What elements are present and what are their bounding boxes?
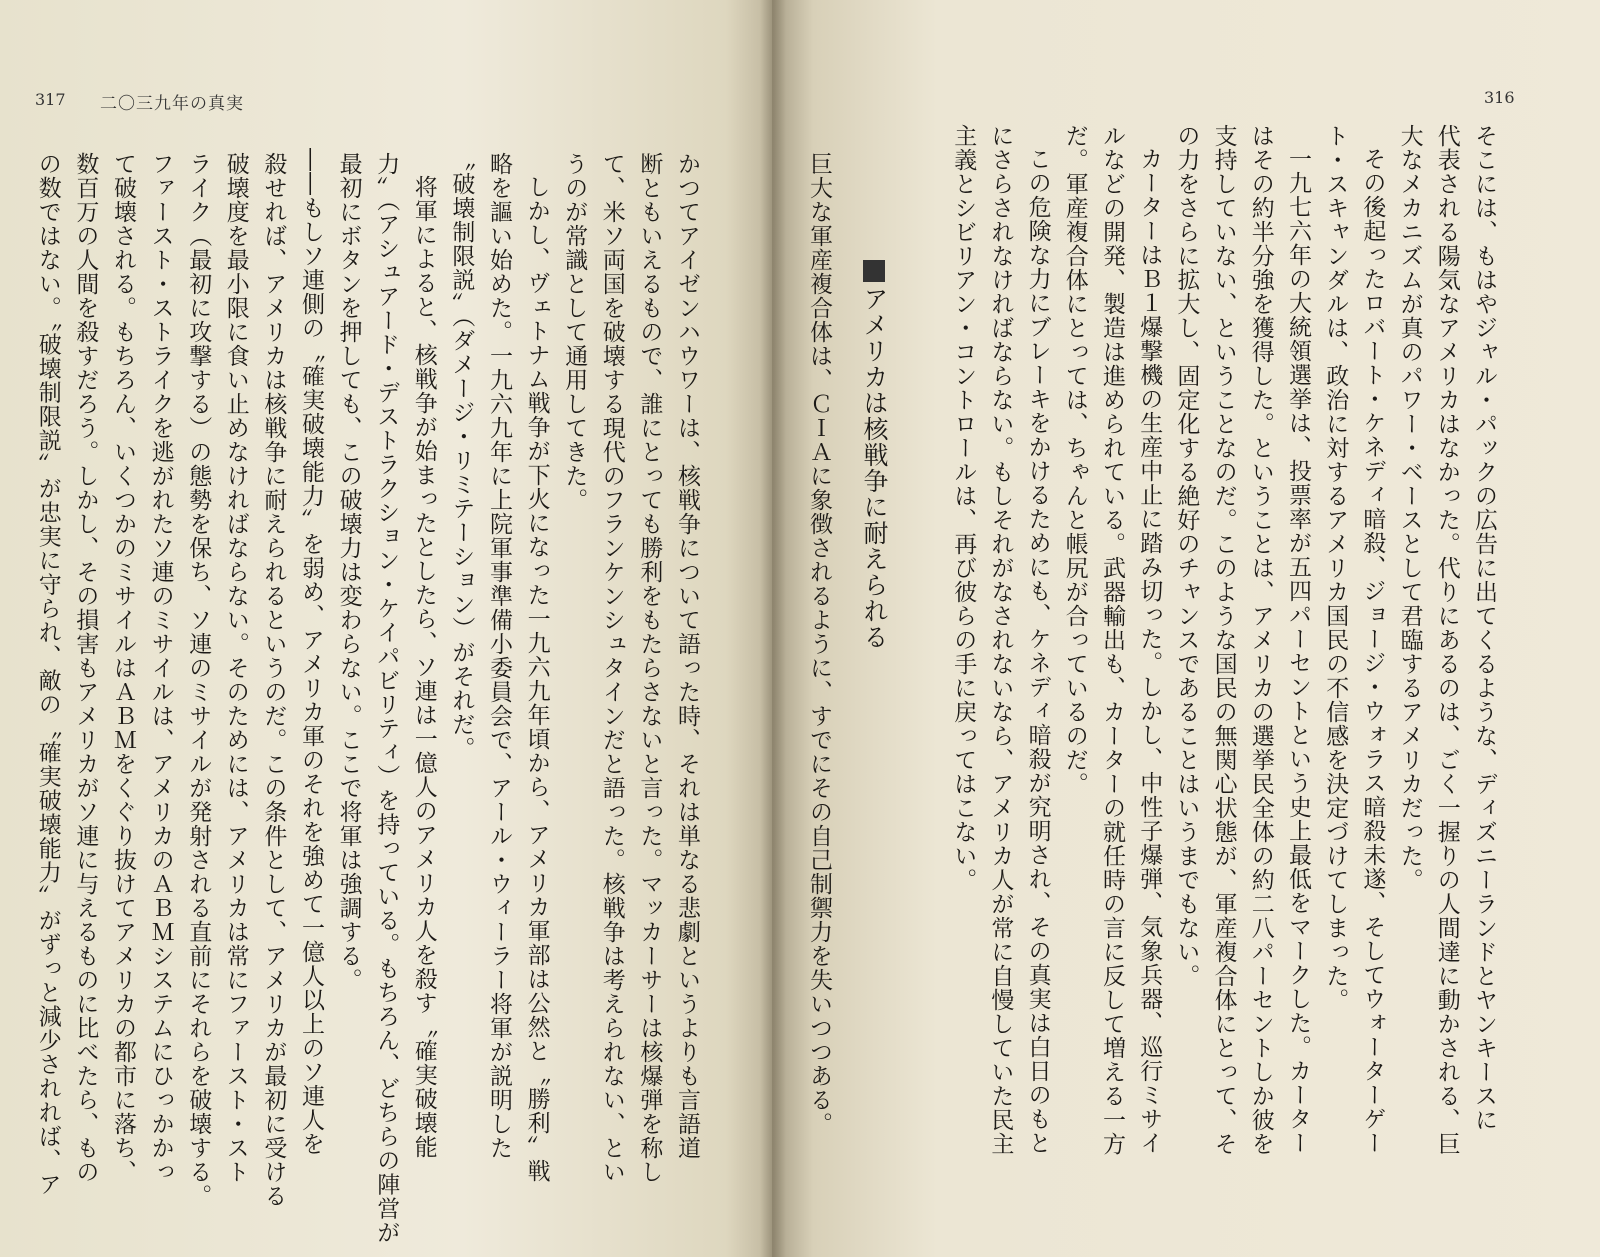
right-body-line: 一九七六年の大統領選挙は、投票率が五四パーセントという史上最低をマークした。カーター [1285, 147, 1311, 1155]
section-heading [856, 260, 892, 650]
left-body-line: て破壊される。もちろん、いくつかのミサイルはＡＢＭをくぐり抜けてアメリカの都市に落ち、 [110, 152, 136, 1184]
right-body-line: にさらされなければならない。もしそれがなされないなら、アメリカ人が常に自慢していた民主 [987, 124, 1014, 1156]
page-number-left: 317 [35, 90, 66, 109]
left-body-line: 殺せれば、アメリカは核戦争に耐えられるというのだ。この条件として、アメリカが最初に受ける [260, 152, 287, 1208]
left-body-line: かつてアイゼンハウワーは、核戦争について語った時、それは単なる悲劇というよりも言語道 [674, 152, 700, 1160]
left-body-line: しかし、ヴェトナム戦争が下火になった一九六九年頃から、アメリカ軍部は公然と〝勝利〞戦 [523, 175, 550, 1183]
right-body-line: だ。軍産複合体にとっては、ちゃんと帳尻が合っているのだ。 [1061, 124, 1088, 796]
right-body-line: はその約半分強を獲得した。ということは、アメリカの選挙民全体の約二八パーセントしか彼を [1247, 124, 1274, 1156]
right-body-line: その後起ったロバート・ケネディ暗殺、ジョージ・ウォラス暗殺未遂、そしてウォーターゲー [1359, 147, 1386, 1155]
gutter-shadow [760, 0, 786, 1257]
right-body-line: この危険な力にブレーキをかけるためにも、ケネディ暗殺が究明され、その真実は白日のもと [1024, 147, 1051, 1155]
right-body-line: 大なメカニズムが真のパワー・ベースとして君臨するアメリカだった。 [1396, 124, 1423, 892]
right-body-line: 代表される陽気なアメリカはなかった。代りにあるのは、ごく一握りの人間達に動かされる、巨 [1433, 124, 1460, 1156]
left-body-line: 数百万の人間を殺すだろう。しかし、その損害もアメリカがソ連に与えるものに比べたら、もの [72, 152, 99, 1184]
right-body-line: そこには、もはやジャル・パックの広告に出てくるような、ディズニーランドとヤンキースに [1471, 124, 1497, 1132]
right-body-line: の力をさらに拡大し、固定化する絶好のチャンスであることはいうまでもない。 [1173, 124, 1200, 988]
left-body-line: 力〞（アシュアード・デストラクション・ケイパビリティ）を持っている。もちろん、どちらの陣営が [373, 152, 400, 1245]
right-body-line: ト・スキャンダルは、政治に対するアメリカ国民の不信感を決定づけてしまった。 [1322, 124, 1349, 1012]
left-body-line: 〝破壊制限説〞（ダメージ・リミテーション）がそれだ。 [448, 148, 475, 761]
left-body-line: ライク（最初に攻撃する）の態勢を保ち、ソ連のミサイルが発射される直前にそれらを破壊する。 [185, 152, 212, 1208]
left-body-line: の数ではない。〝破壊制限説〞が忠実に守られ、敵の〝確実破壊能力〞がずっと減少されれば、ア [34, 152, 61, 1197]
right-body-line: ルなどの開発、製造は進められている。武器輸出も、カーターの就任時の言に反して増える一方 [1099, 124, 1125, 1156]
left-body-line: うのが常識として通用してきた。 [561, 152, 588, 512]
heading-square-icon [863, 260, 885, 282]
section-heading-text: アメリカは核戦争に耐えられる [860, 286, 889, 650]
left-body-line: 略を謳い始めた。一九六九年に上院軍事準備小委員会で、アール・ウィーラー将軍が説明した [486, 152, 512, 1160]
left-body-line: て、米ソ両国を破壊する現代のフランケンシュタインだと語った。核戦争は考えられない、とい [598, 152, 625, 1184]
right-body-line: 巨大な軍産複合体は、ＣＩＡに象徴されるように、すでにその自己制禦力を失いつつある。 [806, 152, 832, 1136]
left-body-line: 将軍によると、核戦争が始まったとしたら、ソ連は一億人のアメリカ人を殺す〝確実破壊能 [410, 175, 437, 1159]
right-body-line: 主義とシビリアン・コントロールは、再び彼らの手に戻ってはこない。 [950, 124, 977, 892]
page-number-right: 316 [1484, 88, 1515, 107]
left-body-line: 断ともいえるもので、誰にとっても勝利をもたらさないと言った。マッカーサーは核爆弾を称し [636, 152, 663, 1184]
right-page [772, 0, 1600, 1257]
right-body-line: カーターはＢ１爆撃機の生産中止に踏み切った。しかし、中性子爆弾、気象兵器、巡行ミサイ [1136, 147, 1163, 1155]
left-body-line: ――もしソ連側の〝確実破壊能力〞を弱め、アメリカ軍のそれを強めて一億人以上のソ連人を [298, 148, 324, 1156]
right-body-line: 支持していない、ということなのだ。このような国民の無関心状態が、軍産複合体にとって、そ [1210, 124, 1237, 1156]
left-page [0, 0, 772, 1257]
running-head: 二〇三九年の真実 [100, 94, 244, 114]
left-body-line: 破壊度を最小限に食い止めなければならない。そのためには、アメリカは常にファースト・スト [222, 152, 249, 1184]
left-body-line: ファースト・ストライクを逃がれたソ連のミサイルは、アメリカのＡＢＭシステムにひっかかっ [147, 152, 174, 1184]
left-body-line: 最初にボタンを押しても、この破壊力は変わらない。ここで将軍は強調する。 [335, 152, 362, 992]
